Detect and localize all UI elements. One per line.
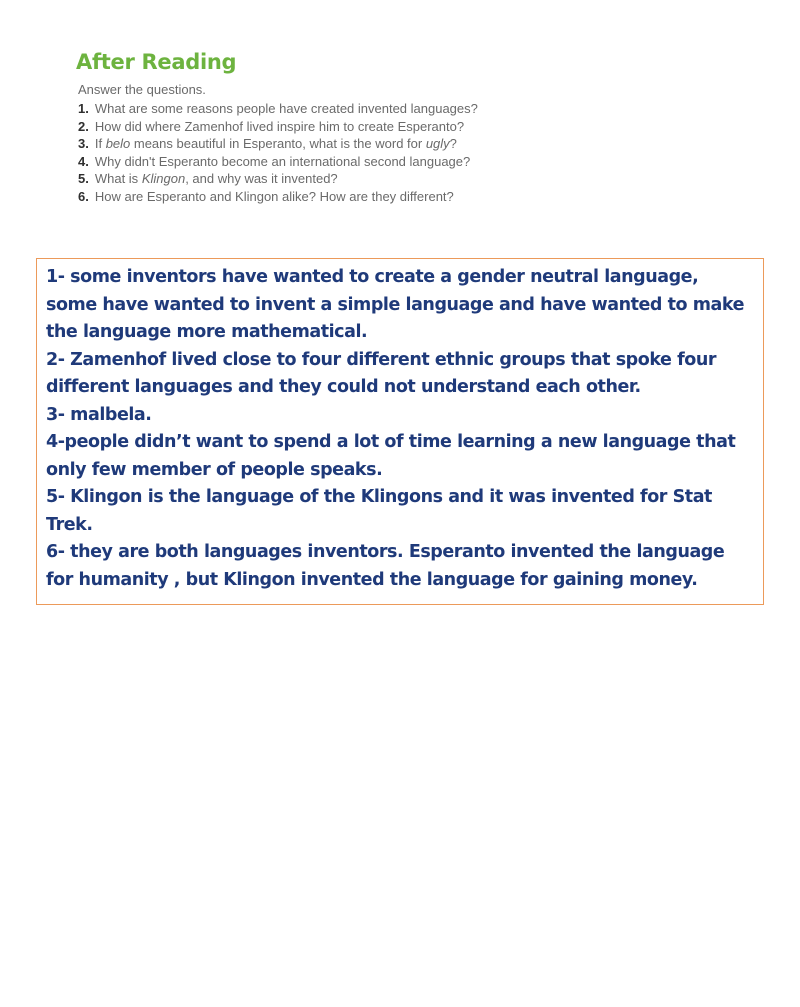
answer-line: some have wanted to invent a simple language and have wanted to make [46,294,745,315]
answer-text [46,264,755,594]
worksheet-instruction: Answer the questions. [78,82,206,97]
question-item [78,153,676,171]
question-number: 1. [78,101,89,116]
answer-line: Trek. [46,514,93,535]
question-text: means beautiful in Esperanto, what is the word for [130,136,426,151]
question-item [78,170,676,188]
question-italic-term: belo [105,136,131,151]
question-text: Why didn't Esperanto become an international second language? [94,153,471,169]
question-list [76,100,676,205]
answer-line: 3- malbela. [46,404,152,425]
question-item [78,118,676,136]
question-number: 4. [78,153,89,169]
answer-line: different languages and they could not understand each other. [46,377,641,397]
question-text: , and why was it invented? [185,171,338,186]
question-text: If [94,136,106,151]
question-text: How did where Zamenhof lived inspire him to create Esperanto? [94,118,465,134]
worksheet-title: After Reading [76,50,237,74]
answer-line: only few member of people speaks. [46,459,383,480]
answer-line: the language more mathematical. [46,322,368,342]
answer-line: 1- some inventors have wanted to create a gender neutral language, [46,267,699,287]
question-text: How are Esperanto and Klingon alike? How are they different? [94,188,454,204]
question-item [78,188,676,206]
question-italic-term: ugly [425,136,450,151]
answer-line: 5- Klingon is the language of the Klingons and it was invented for Stat [46,487,712,507]
answer-line: 4-people didn’t want to spend a lot of time learning a new language that [46,432,736,452]
question-text: What is [94,171,142,186]
answer-line: for humanity , but Klingon invented the language for gaining money. [46,569,698,590]
question-item [78,135,676,153]
question-number: 5. [78,171,89,186]
answer-line: 6- they are both languages inventors. Esperanto invented the language [46,542,725,562]
question-number: 6. [78,188,89,204]
after-reading-worksheet [76,50,676,205]
question-text: What are some reasons people have created invented languages? [94,101,478,116]
question-italic-term: Klingon [141,171,186,186]
question-number: 3. [78,136,89,151]
question-number: 2. [78,118,89,134]
question-text: ? [449,136,457,151]
answer-line: 2- Zamenhof lived close to four different ethnic groups that spoke four [46,349,717,370]
question-item [78,100,676,118]
answer-box [36,258,764,605]
